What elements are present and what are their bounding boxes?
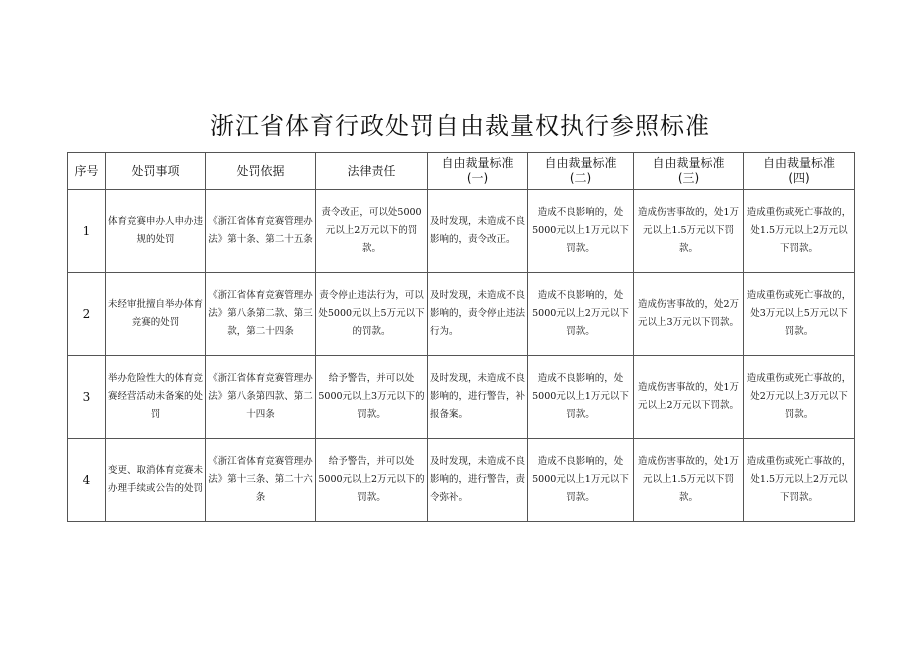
standard-1: 及时发现，未造成不良影响的，进行警告，补报备案。: [428, 356, 528, 439]
standard-4: 造成重伤或死亡事故的，处2万元以上3万元以下罚款。: [744, 356, 855, 439]
row-number: 4: [68, 439, 106, 522]
standard-4: 造成重伤或死亡事故的，处1.5万元以上2万元以下罚款。: [744, 439, 855, 522]
row-number: 3: [68, 356, 106, 439]
header-standard-1: 自由裁量标准 (一): [428, 153, 528, 190]
standard-2: 造成不良影响的，处5000元以上1万元以下罚款。: [528, 190, 634, 273]
header-standard-4: 自由裁量标准 (四): [744, 153, 855, 190]
header-matter: 处罚事项: [106, 153, 206, 190]
penalty-basis: 《浙江省体育竞赛管理办法》第十三条、第二十六条: [206, 439, 316, 522]
page-title: 浙江省体育行政处罚自由裁量权执行参照标准: [210, 112, 710, 140]
header-liability: 法律责任: [316, 153, 428, 190]
table-row: [68, 439, 855, 522]
standard-4: 造成重伤或死亡事故的，处1.5万元以上2万元以下罚款。: [744, 190, 855, 273]
legal-liability: 给予警告，并可以处5000元以上3万元以下的罚款。: [316, 356, 428, 439]
header-no: 序号: [68, 153, 106, 190]
row-number: 2: [68, 273, 106, 356]
header-basis: 处罚依据: [206, 153, 316, 190]
penalty-matter: 举办危险性大的体育竞赛经营活动未备案的处罚: [106, 356, 206, 439]
standard-3: 造成伤害事故的，处1万元以上1.5万元以下罚款。: [634, 439, 744, 522]
legal-liability: 给予警告，并可以处5000元以上2万元以下的罚款。: [316, 439, 428, 522]
standard-2: 造成不良影响的，处5000元以上1万元以下罚款。: [528, 439, 634, 522]
penalty-basis: 《浙江省体育竞赛管理办法》第十条、第二十五条: [206, 190, 316, 273]
penalty-matter: 体育竞赛申办人申办违规的处罚: [106, 190, 206, 273]
standard-1: 及时发现，未造成不良影响的，责令停止违法行为。: [428, 273, 528, 356]
standard-3: 造成伤害事故的，处1万元以上2万元以下罚款。: [634, 356, 744, 439]
penalty-matter: 未经审批擅自举办体育竞赛的处罚: [106, 273, 206, 356]
penalty-matter: 变更、取消体育竞赛未办理手续或公告的处罚: [106, 439, 206, 522]
standard-1: 及时发现，未造成不良影响的，进行警告，责令弥补。: [428, 439, 528, 522]
penalty-basis: 《浙江省体育竞赛管理办法》第八条第二款、第三款，第二十四条: [206, 273, 316, 356]
standard-4: 造成重伤或死亡事故的，处3万元以上5万元以下罚款。: [744, 273, 855, 356]
standard-2: 造成不良影响的，处5000元以上1万元以下罚款。: [528, 356, 634, 439]
standard-1: 及时发现，未造成不良影响的，责令改正。: [428, 190, 528, 273]
penalty-basis: 《浙江省体育竞赛管理办法》第八条第四款、第二十四条: [206, 356, 316, 439]
legal-liability: 责令停止违法行为，可以处5000元以上5万元以下的罚款。: [316, 273, 428, 356]
row-number: 1: [68, 190, 106, 273]
legal-liability: 责令改正，可以处5000元以上2万元以下的罚款。: [316, 190, 428, 273]
penalty-standards-table: [67, 152, 855, 522]
header-standard-2: 自由裁量标准 (二): [528, 153, 634, 190]
table-row: [68, 273, 855, 356]
standard-2: 造成不良影响的，处5000元以上2万元以下罚款。: [528, 273, 634, 356]
table-row: [68, 190, 855, 273]
standard-3: 造成伤害事故的，处1万元以上1.5万元以下罚款。: [634, 190, 744, 273]
table-row: [68, 356, 855, 439]
header-row: [68, 153, 855, 190]
header-standard-3: 自由裁量标准 (三): [634, 153, 744, 190]
standard-3: 造成伤害事故的，处2万元以上3万元以下罚款。: [634, 273, 744, 356]
